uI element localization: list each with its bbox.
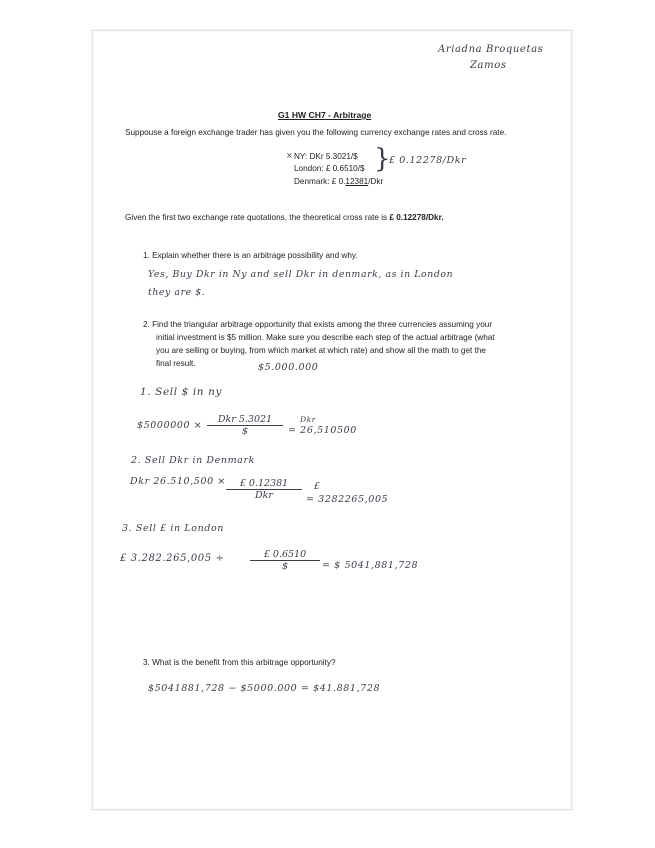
step-3-numerator: £ 0.6510 bbox=[250, 549, 320, 561]
step-3-result: = $ 5041,881,728 bbox=[322, 560, 419, 571]
step-2-lhs: Dkr 26.510,500 × bbox=[130, 476, 226, 487]
step-3-denominator: $ bbox=[281, 561, 289, 572]
rate-denmark-prefix: Denmark: £ 0. bbox=[294, 177, 346, 186]
rate-denmark bbox=[294, 177, 383, 188]
answer-1-line1: Yes, Buy Dkr in Ny and sell Dkr in denmark, as in London bbox=[148, 269, 454, 280]
step-2-numerator: £ 0.12381 bbox=[226, 478, 302, 490]
page-title: G1 HW CH7 - Arbitrage bbox=[278, 110, 372, 120]
rate-london: London: £ 0.6510/$ bbox=[294, 164, 365, 173]
question-2-line4: final result. bbox=[156, 359, 196, 368]
rate-denmark-suffix: /Dkr bbox=[368, 177, 384, 186]
step-1-unit: Dkr bbox=[300, 415, 316, 424]
question-2-line1: 2. Find the triangular arbitrage opportunity that exists among the three currencies assuming your bbox=[143, 320, 493, 329]
step-2-fraction bbox=[226, 478, 302, 501]
author-surname: Zamos bbox=[470, 60, 507, 71]
step-2-unit: £ bbox=[314, 482, 321, 492]
step-2-label: 2. Sell Dkr in Denmark bbox=[131, 455, 255, 466]
author-name: Ariadna Broquetas bbox=[438, 44, 544, 55]
step-3-lhs: £ 3.282.265,005 ÷ bbox=[120, 553, 225, 564]
ny-mark: × bbox=[286, 151, 294, 160]
investment-amount: $5.000.000 bbox=[258, 362, 319, 373]
rates-brace: } bbox=[374, 144, 391, 174]
step-2-denominator: Dkr bbox=[255, 490, 273, 501]
question-1: 1. Explain whether there is an arbitrage possibility and why. bbox=[143, 251, 358, 260]
question-2-line3: you are selling or buying, from which market at which rate) and show all the math to get the bbox=[156, 346, 486, 355]
step-1-lhs: $5000000 × bbox=[137, 420, 203, 431]
step-1-result: = 26,510500 bbox=[288, 425, 357, 436]
given-statement bbox=[125, 213, 444, 224]
step-3-fraction bbox=[250, 549, 320, 572]
rate-ny: NY: DKr 5.3021/$ bbox=[294, 152, 358, 161]
step-1-fraction bbox=[207, 414, 283, 437]
step-1-numerator: Dkr 5.3021 bbox=[207, 414, 283, 426]
step-3-label: 3. Sell £ in London bbox=[122, 523, 225, 534]
given-value: £ 0.12278/Dkr. bbox=[389, 213, 444, 222]
answer-1-line2: they are $. bbox=[148, 287, 206, 298]
cross-rate-note: £ 0.12278/Dkr bbox=[389, 155, 467, 166]
step-2-result: = 3282265,005 bbox=[306, 494, 389, 505]
step-1-denominator: $ bbox=[241, 426, 249, 437]
step-1-label: 1. Sell $ in ny bbox=[140, 386, 222, 398]
answer-3: $5041881,728 − $5000.000 = $41.881,728 bbox=[148, 683, 381, 694]
question-3: 3. What is the benefit from this arbitrage opportunity? bbox=[143, 658, 336, 667]
given-text: Given the first two exchange rate quotations, the theoretical cross rate is bbox=[125, 213, 390, 222]
intro-text: Suppouse a foreign exchange trader has given you the following currency exchange rates and cross rate. bbox=[125, 128, 507, 137]
rate-denmark-underlined: 12381 bbox=[345, 177, 369, 186]
question-2-line2: initial investment is $5 million. Make sure you describe each step of the actual arbitrage (what bbox=[156, 333, 495, 342]
